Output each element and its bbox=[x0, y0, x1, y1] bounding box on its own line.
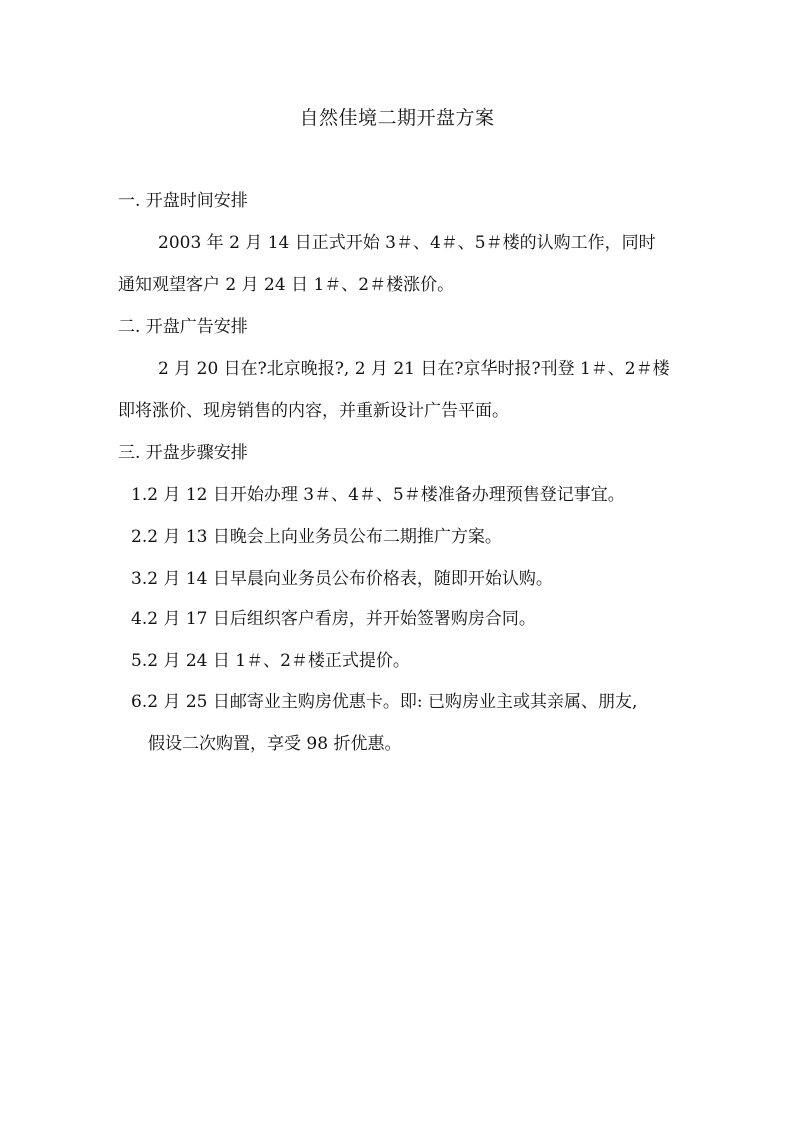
paragraph-line: 通知观望客户 2 月 24 日 1＃、2＃楼涨价。 bbox=[118, 275, 455, 295]
document-title: 自然佳境二期开盘方案 bbox=[299, 107, 495, 129]
step-item: 1.2 月 12 日开始办理 3＃、4＃、5＃楼准备办理预售登记事宜。 bbox=[131, 485, 625, 505]
step-item: 6.2 月 25 日邮寄业主购房优惠卡。即: 已购房业主或其亲属、朋友, bbox=[131, 692, 638, 712]
step-item: 5.2 月 24 日 1＃、2＃楼正式提价。 bbox=[131, 651, 410, 671]
step-item: 4.2 月 17 日后组织客户看房，并开始签署购房合同。 bbox=[131, 609, 536, 629]
paragraph-line: 2 月 20 日在?北京晚报?, 2 月 21 日在?京华时报?刊登 1＃、2＃楼 bbox=[158, 359, 670, 379]
section-heading-2: 二. 开盘广告安排 bbox=[118, 317, 248, 337]
section-heading-1: 一. 开盘时间安排 bbox=[118, 191, 248, 211]
step-item-continuation: 假设二次购置，享受 98 折优惠。 bbox=[148, 734, 402, 754]
step-item: 2.2 月 13 日晚会上向业务员公布二期推广方案。 bbox=[131, 527, 502, 547]
step-item: 3.2 月 14 日早晨向业务员公布价格表，随即开始认购。 bbox=[131, 569, 553, 589]
section-heading-3: 三. 开盘步骤安排 bbox=[118, 443, 248, 463]
paragraph-line: 即将涨价、现房销售的内容，并重新设计广告平面。 bbox=[118, 401, 509, 421]
paragraph-line: 2003 年 2 月 14 日正式开始 3＃、4＃、5＃楼的认购工作，同时 bbox=[158, 233, 656, 253]
